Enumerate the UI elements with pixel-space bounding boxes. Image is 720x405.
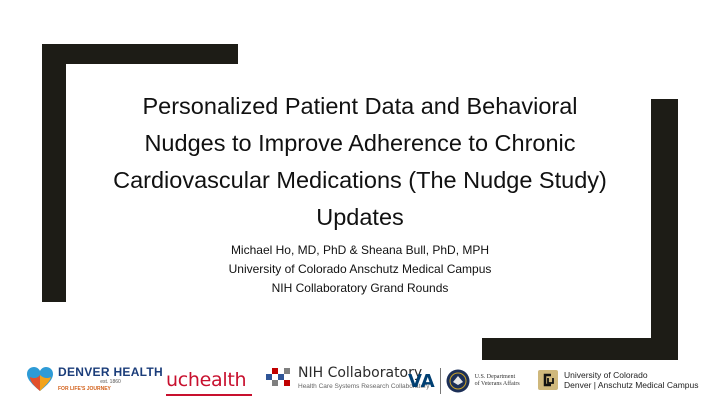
va-dept-line-2: of Veterans Affairs: [474, 381, 520, 387]
va-logo: [408, 368, 520, 394]
title-line-4: Updates: [316, 204, 404, 230]
va-seal-icon: [446, 369, 470, 393]
va-abbreviation: VA: [408, 370, 435, 392]
nih-squares-icon: [266, 368, 292, 388]
slide-title: [70, 88, 650, 236]
title-line-2: Nudges to Improve Adherence to Chronic: [144, 130, 576, 156]
corner-bracket-bottom-right-horizontal: [482, 338, 678, 360]
denver-health-est: est. 1860: [100, 379, 121, 385]
event-name: NIH Collaboratory Grand Rounds: [271, 281, 449, 295]
nih-collaboratory-logo: [266, 366, 430, 391]
denver-health-logo: [26, 366, 163, 392]
nih-collaboratory-subtitle: Health Care Systems Research Collaboratory: [298, 383, 430, 390]
cu-line-2: Denver | Anschutz Medical Campus: [564, 380, 699, 391]
cu-line-1: University of Colorado: [564, 370, 648, 380]
title-line-3: Cardiovascular Medications (The Nudge Study): [113, 167, 607, 193]
denver-health-tagline: FOR LIFE'S JOURNEY: [58, 386, 111, 392]
denver-health-name: DENVER HEALTH: [58, 365, 164, 379]
cu-anschutz-logo: [538, 370, 699, 390]
title-line-1: Personalized Patient Data and Behavioral: [142, 93, 578, 119]
denver-health-heart-icon: [26, 366, 54, 392]
presenters: Michael Ho, MD, PhD & Sheana Bull, PhD, MPH: [230, 243, 490, 257]
cu-monogram-icon: [538, 370, 558, 390]
logo-bar: [0, 360, 720, 405]
corner-bracket-top-left-vertical: [42, 44, 66, 302]
nih-collaboratory-name: NIH Collaboratory: [298, 365, 423, 381]
uchealth-underline: [166, 394, 252, 396]
va-divider: [440, 368, 441, 394]
corner-bracket-bottom-right-vertical: [651, 99, 678, 360]
va-dept-line-1: U.S. Department: [474, 373, 516, 380]
corner-bracket-top-left-horizontal: [42, 44, 238, 64]
uchealth-logo: uchealth: [166, 369, 247, 391]
affiliation: University of Colorado Anschutz Medical Campus: [228, 262, 492, 276]
